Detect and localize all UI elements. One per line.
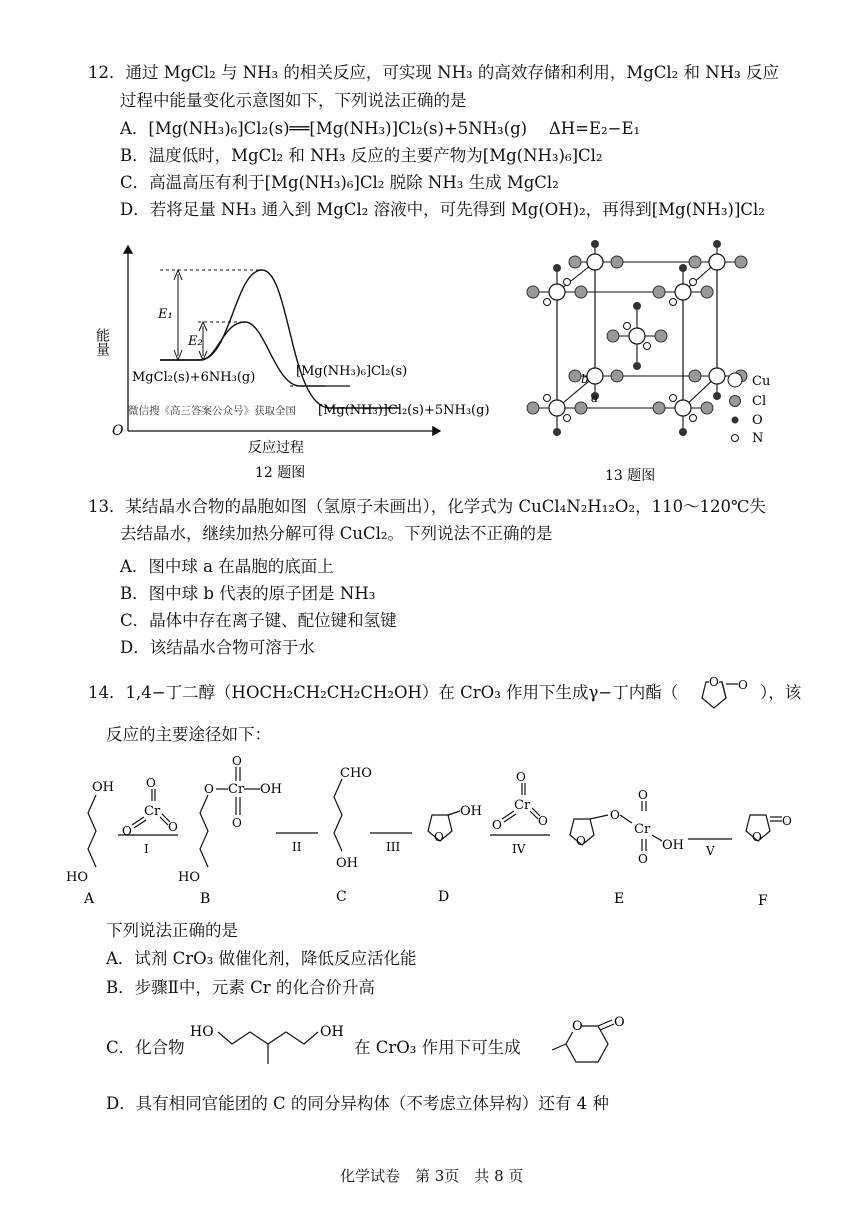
q14-option-b: B．步骤Ⅱ中，元素 Cr 的化合价升高	[106, 978, 375, 997]
q14-option-a: A．试剂 CrO₃ 做催化剂，降低反应活化能	[106, 949, 417, 968]
compound-c-label: C	[336, 889, 347, 905]
svg-text:O: O	[146, 776, 156, 790]
compound-d-label: D	[438, 889, 450, 905]
svg-text:O: O	[576, 834, 586, 848]
svg-text:O: O	[492, 818, 502, 832]
legend-n: N	[752, 431, 764, 446]
q13-stem-line1: 13．某结晶水合物的晶胞如图（氢原子未画出），化学式为 CuCl₄N₂H₁₂O₂，110～120℃失	[88, 497, 767, 516]
svg-text:O: O	[638, 852, 648, 866]
legend-cl: Cl	[752, 394, 767, 409]
q12-option-a: A．[Mg(NH₃)₆]Cl₂(s)══[Mg(NH₃)]Cl₂(s)+5NH₃(g) ΔH=E₂−E₁	[120, 119, 641, 138]
svg-text:O: O	[572, 1019, 583, 1034]
atom-a-label: a	[591, 391, 599, 405]
q13-option-b: B．图中球 b 代表的原子团是 NH₃	[120, 584, 376, 603]
svg-text:O: O	[516, 770, 526, 784]
svg-text:OH: OH	[92, 780, 114, 795]
svg-text:O: O	[538, 814, 548, 828]
q13-option-c: C．晶体中存在离子键、配位键和氢键	[120, 611, 397, 630]
methyl-lactone-structure	[528, 1012, 638, 1078]
compound-a-label: A	[84, 891, 95, 907]
svg-text:O: O	[709, 675, 719, 689]
step-3-label: III	[386, 840, 401, 854]
page-footer: 化学试卷 第 3页 共 8 页	[340, 1167, 524, 1185]
svg-text:HO: HO	[66, 870, 88, 885]
energy-diagram	[94, 238, 490, 488]
q14-option-c-pre: C．化合物	[106, 1038, 185, 1057]
svg-text:O: O	[168, 820, 178, 834]
svg-text:Cr: Cr	[514, 798, 531, 813]
atom-b-label: b	[581, 372, 589, 386]
step-1-label: I	[144, 842, 149, 856]
product1-label: [Mg(NH₃)₆]Cl₂(s)	[296, 364, 408, 379]
svg-text:OH: OH	[460, 804, 482, 819]
compound-b-label: B	[200, 891, 211, 907]
q12-option-d: D．若将足量 NH₃ 通入到 MgCl₂ 溶液中，可先得到 Mg(OH)₂，再得到[Mg(NH₃)]Cl₂	[120, 200, 765, 219]
step-5-label: V	[706, 844, 715, 858]
step-4-label: IV	[512, 842, 526, 856]
svg-text:OH: OH	[336, 856, 358, 871]
y-axis-label: 能量	[94, 328, 110, 356]
q12-stem-line2: 过程中能量变化示意图如下，下列说法正确的是	[120, 91, 467, 110]
diol-structure	[188, 1016, 358, 1072]
x-axis-label: 反应过程	[248, 440, 304, 456]
e1-label: E₁	[158, 307, 173, 322]
origin-label: O	[112, 423, 124, 439]
q14-stem-line1-end: ），该	[760, 683, 802, 702]
q13-option-a: A．图中球 a 在晶胞的底面上	[120, 557, 334, 576]
svg-text:O: O	[434, 830, 444, 844]
q14-stem-line1: 14．1,4−丁二醇（HOCH₂CH₂CH₂CH₂OH）在 CrO₃ 作用下生成γ−丁内酯（	[88, 683, 679, 702]
legend-o: O	[752, 413, 763, 428]
q12-option-c: C．高温高压有利于[Mg(NH₃)₆]Cl₂ 脱除 NH₃ 生成 MgCl₂	[120, 173, 559, 192]
step-2-label: II	[292, 840, 302, 854]
q14-stem-line2: 反应的主要途径如下：	[106, 725, 271, 744]
svg-text:OH: OH	[260, 782, 282, 797]
q13-option-d: D．该结晶水合物可溶于水	[120, 638, 315, 657]
svg-text:O: O	[782, 814, 792, 828]
svg-text:CHO: CHO	[340, 766, 372, 781]
q14-option-c-mid: 在 CrO₃ 作用下可生成	[354, 1038, 521, 1057]
reactant-label: MgCl₂(s)+6NH₃(g)	[132, 370, 256, 385]
svg-text:O: O	[232, 816, 242, 830]
svg-text:Cr: Cr	[634, 822, 651, 837]
q14-prompt: 下列说法正确的是	[106, 921, 238, 940]
svg-text:O: O	[614, 1015, 625, 1030]
product2-label: [Mg(NH₃)]Cl₂(s)+5NH₃(g)	[318, 403, 490, 418]
fig12-caption: 12 题图	[255, 465, 306, 481]
svg-text:HO: HO	[178, 870, 200, 885]
svg-text:O: O	[752, 830, 762, 844]
compound-f-label: F	[758, 893, 768, 909]
svg-text:O: O	[610, 808, 620, 822]
svg-text:O: O	[638, 788, 648, 802]
watermark-text: 微信搜《高三答案公众号》获取全国	[128, 405, 296, 417]
e2-label: E₂	[188, 334, 203, 349]
q12-option-b: B．温度低时，MgCl₂ 和 NH₃ 反应的主要产物为[Mg(NH₃)₆]Cl₂	[120, 146, 603, 165]
svg-text:O: O	[122, 824, 132, 838]
q12-stem-line1: 12．通过 MgCl₂ 与 NH₃ 的相关反应，可实现 NH₃ 的高效存储和利用，MgCl₂ 和 NH₃ 反应	[88, 63, 779, 82]
legend-cu: Cu	[752, 374, 771, 389]
svg-text:O: O	[232, 754, 242, 768]
svg-text:HO: HO	[190, 1024, 214, 1040]
crystal-cell-diagram	[495, 236, 795, 488]
q14-option-d: D．具有相同官能团的 C 的同分异构体（不考虑立体异构）还有 4 种	[106, 1094, 609, 1113]
butyrolactone-structure	[688, 672, 758, 714]
q13-stem-line2: 去结晶水，继续加热分解可得 CuCl₂。下列说法不正确的是	[120, 524, 553, 543]
svg-text:OH: OH	[320, 1024, 344, 1040]
svg-text:O: O	[204, 782, 214, 796]
fig13-caption: 13 题图	[605, 468, 656, 484]
svg-text:OH: OH	[662, 838, 684, 853]
legend	[728, 373, 770, 446]
svg-text:O: O	[738, 678, 748, 692]
compound-e-label: E	[614, 891, 625, 907]
svg-text:Cr: Cr	[228, 782, 245, 797]
svg-text:Cr: Cr	[144, 804, 161, 819]
reaction-scheme	[60, 755, 820, 915]
